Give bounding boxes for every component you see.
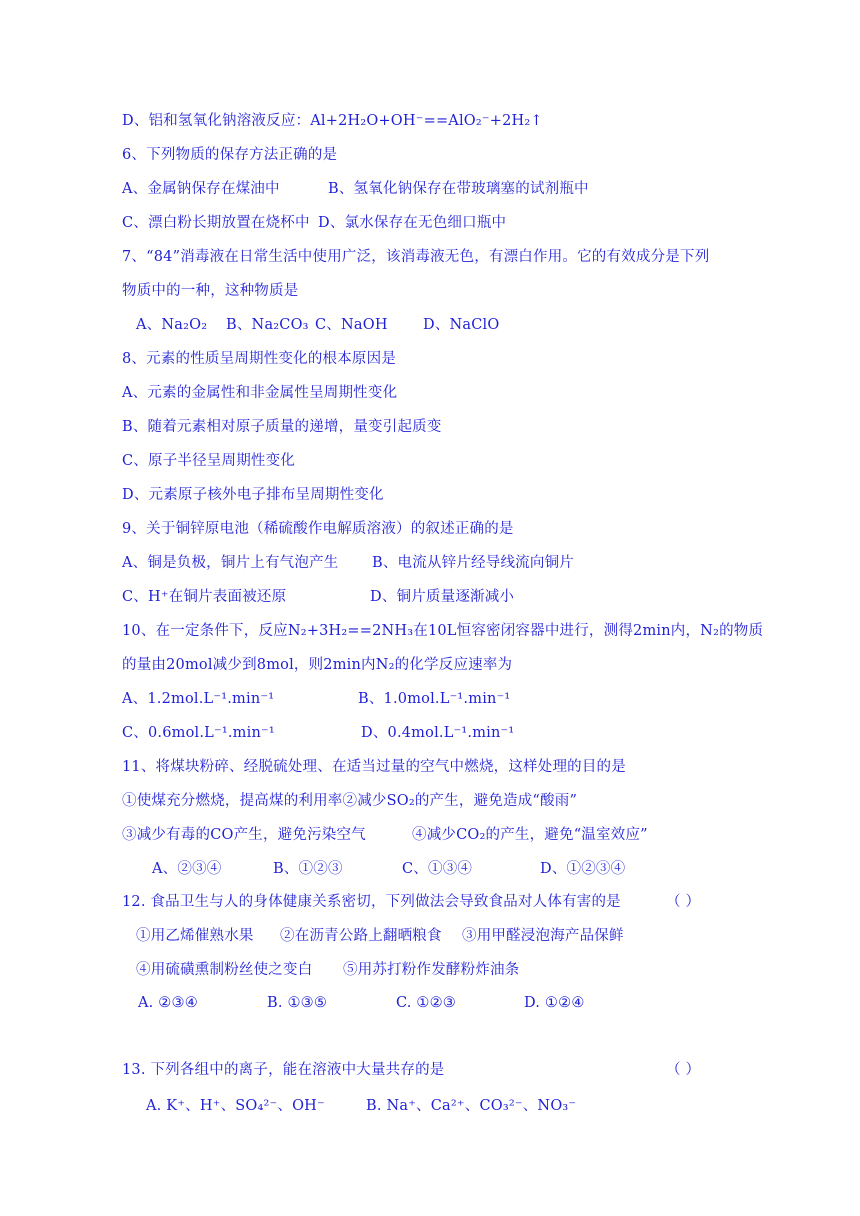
q9-stem: 9、关于铜锌原电池（稀硫酸作电解质溶液）的叙述正确的是 bbox=[122, 521, 514, 537]
q10-option-b: B、1.0mol.L⁻¹.min⁻¹ bbox=[358, 691, 511, 707]
q7-stem-line1: 7、“84”消毒液在日常生活中使用广泛，该消毒液无色，有漂白作用。它的有效成分是下列 bbox=[122, 249, 710, 265]
q12-item-5: ⑤用苏打粉作发酵粉炸油条 bbox=[343, 962, 520, 978]
q9-option-b: B、电流从锌片经导线流向铜片 bbox=[372, 555, 574, 571]
q11-item-4: ④减少CO₂的产生，避免“温室效应” bbox=[412, 827, 648, 843]
q11-item-3: ③减少有毒的CO产生，避免污染空气 bbox=[122, 827, 366, 843]
q13-option-a: A. K⁺、H⁺、SO₄²⁻、OH⁻ bbox=[146, 1098, 325, 1114]
q7-option-b: B、Na₂CO₃ bbox=[226, 317, 309, 333]
q7-option-a: A、Na₂O₂ bbox=[136, 317, 208, 333]
q10-option-a: A、1.2mol.L⁻¹.min⁻¹ bbox=[122, 691, 275, 707]
q7-stem-line2: 物质中的一种，这种物质是 bbox=[122, 283, 299, 299]
q12-item-3: ③用甲醛浸泡海产品保鲜 bbox=[462, 928, 624, 944]
q6-stem: 6、下列物质的保存方法正确的是 bbox=[122, 147, 338, 163]
q9-option-a: A、铜是负极，铜片上有气泡产生 bbox=[122, 555, 339, 571]
q12-item-2: ②在沥青公路上翻晒粮食 bbox=[280, 928, 442, 944]
q6-option-d: D、氯水保存在无色细口瓶中 bbox=[318, 215, 507, 231]
q8-option-a: A、元素的金属性和非金属性呈周期性变化 bbox=[122, 385, 398, 401]
q12-item-1: ①用乙烯催熟水果 bbox=[136, 928, 254, 944]
q9-option-c: C、H⁺在铜片表面被还原 bbox=[122, 589, 287, 605]
q8-option-c: C、原子半径呈周期性变化 bbox=[122, 453, 295, 469]
q11-option-b: B、①②③ bbox=[273, 861, 343, 877]
q8-option-d: D、元素原子核外电子排布呈周期性变化 bbox=[122, 487, 384, 503]
q12-option-c: C. ①②③ bbox=[396, 995, 456, 1011]
q11-stem: 11、将煤块粉碎、经脱硫处理、在适当过量的空气中燃烧，这样处理的目的是 bbox=[122, 759, 626, 775]
q12-option-a: A. ②③④ bbox=[138, 995, 198, 1011]
q11-option-d: D、①②③④ bbox=[540, 861, 626, 877]
q12-item-4: ④用硫磺熏制粉丝使之变白 bbox=[136, 962, 313, 978]
q8-option-b: B、随着元素相对原子质量的递增，量变引起质变 bbox=[122, 419, 442, 435]
q8-stem: 8、元素的性质呈周期性变化的根本原因是 bbox=[122, 351, 397, 367]
q13-stem: 13. 下列各组中的离子，能在溶液中大量共存的是 bbox=[122, 1062, 445, 1078]
q5-option-d: D、铝和氢氧化钠溶液反应：Al+2H₂O+OH⁻==AlO₂⁻+2H₂↑ bbox=[122, 113, 543, 129]
q12-option-d: D. ①②④ bbox=[524, 995, 585, 1011]
q6-option-c: C、漂白粉长期放置在烧杯中 bbox=[122, 215, 310, 231]
q10-stem-line2: 的量由20mol减少到8mol，则2min内N₂的化学反应速率为 bbox=[122, 657, 513, 673]
q13-answer-blank: （ ） bbox=[666, 1062, 701, 1078]
q10-option-d: D、0.4mol.L⁻¹.min⁻¹ bbox=[361, 725, 515, 741]
q7-option-c: C、NaOH bbox=[315, 317, 388, 333]
q11-item-1-2: ①使煤充分燃烧，提高煤的利用率②减少SO₂的产生，避免造成“酸雨” bbox=[122, 793, 578, 809]
q12-option-b: B. ①③⑤ bbox=[267, 995, 328, 1011]
q11-option-c: C、①③④ bbox=[402, 861, 473, 877]
q10-option-c: C、0.6mol.L⁻¹.min⁻¹ bbox=[122, 725, 275, 741]
q13-option-b: B. Na⁺、Ca²⁺、CO₃²⁻、NO₃⁻ bbox=[366, 1098, 577, 1114]
q7-option-d: D、NaClO bbox=[423, 317, 500, 333]
q12-stem: 12. 食品卫生与人的身体健康关系密切，下列做法会导致食品对人体有害的是 bbox=[122, 894, 621, 910]
q12-answer-blank: （ ） bbox=[666, 894, 701, 910]
q6-option-b: B、氢氧化钠保存在带玻璃塞的试剂瓶中 bbox=[328, 181, 589, 197]
q9-option-d: D、铜片质量逐渐减小 bbox=[370, 589, 515, 605]
q11-option-a: A、②③④ bbox=[152, 861, 222, 877]
q6-option-a: A、金属钠保存在煤油中 bbox=[122, 181, 280, 197]
q10-stem-line1: 10、在一定条件下，反应N₂+3H₂==2NH₃在10L恒容密闭容器中进行，测得2min内，N₂的物质 bbox=[122, 623, 764, 639]
